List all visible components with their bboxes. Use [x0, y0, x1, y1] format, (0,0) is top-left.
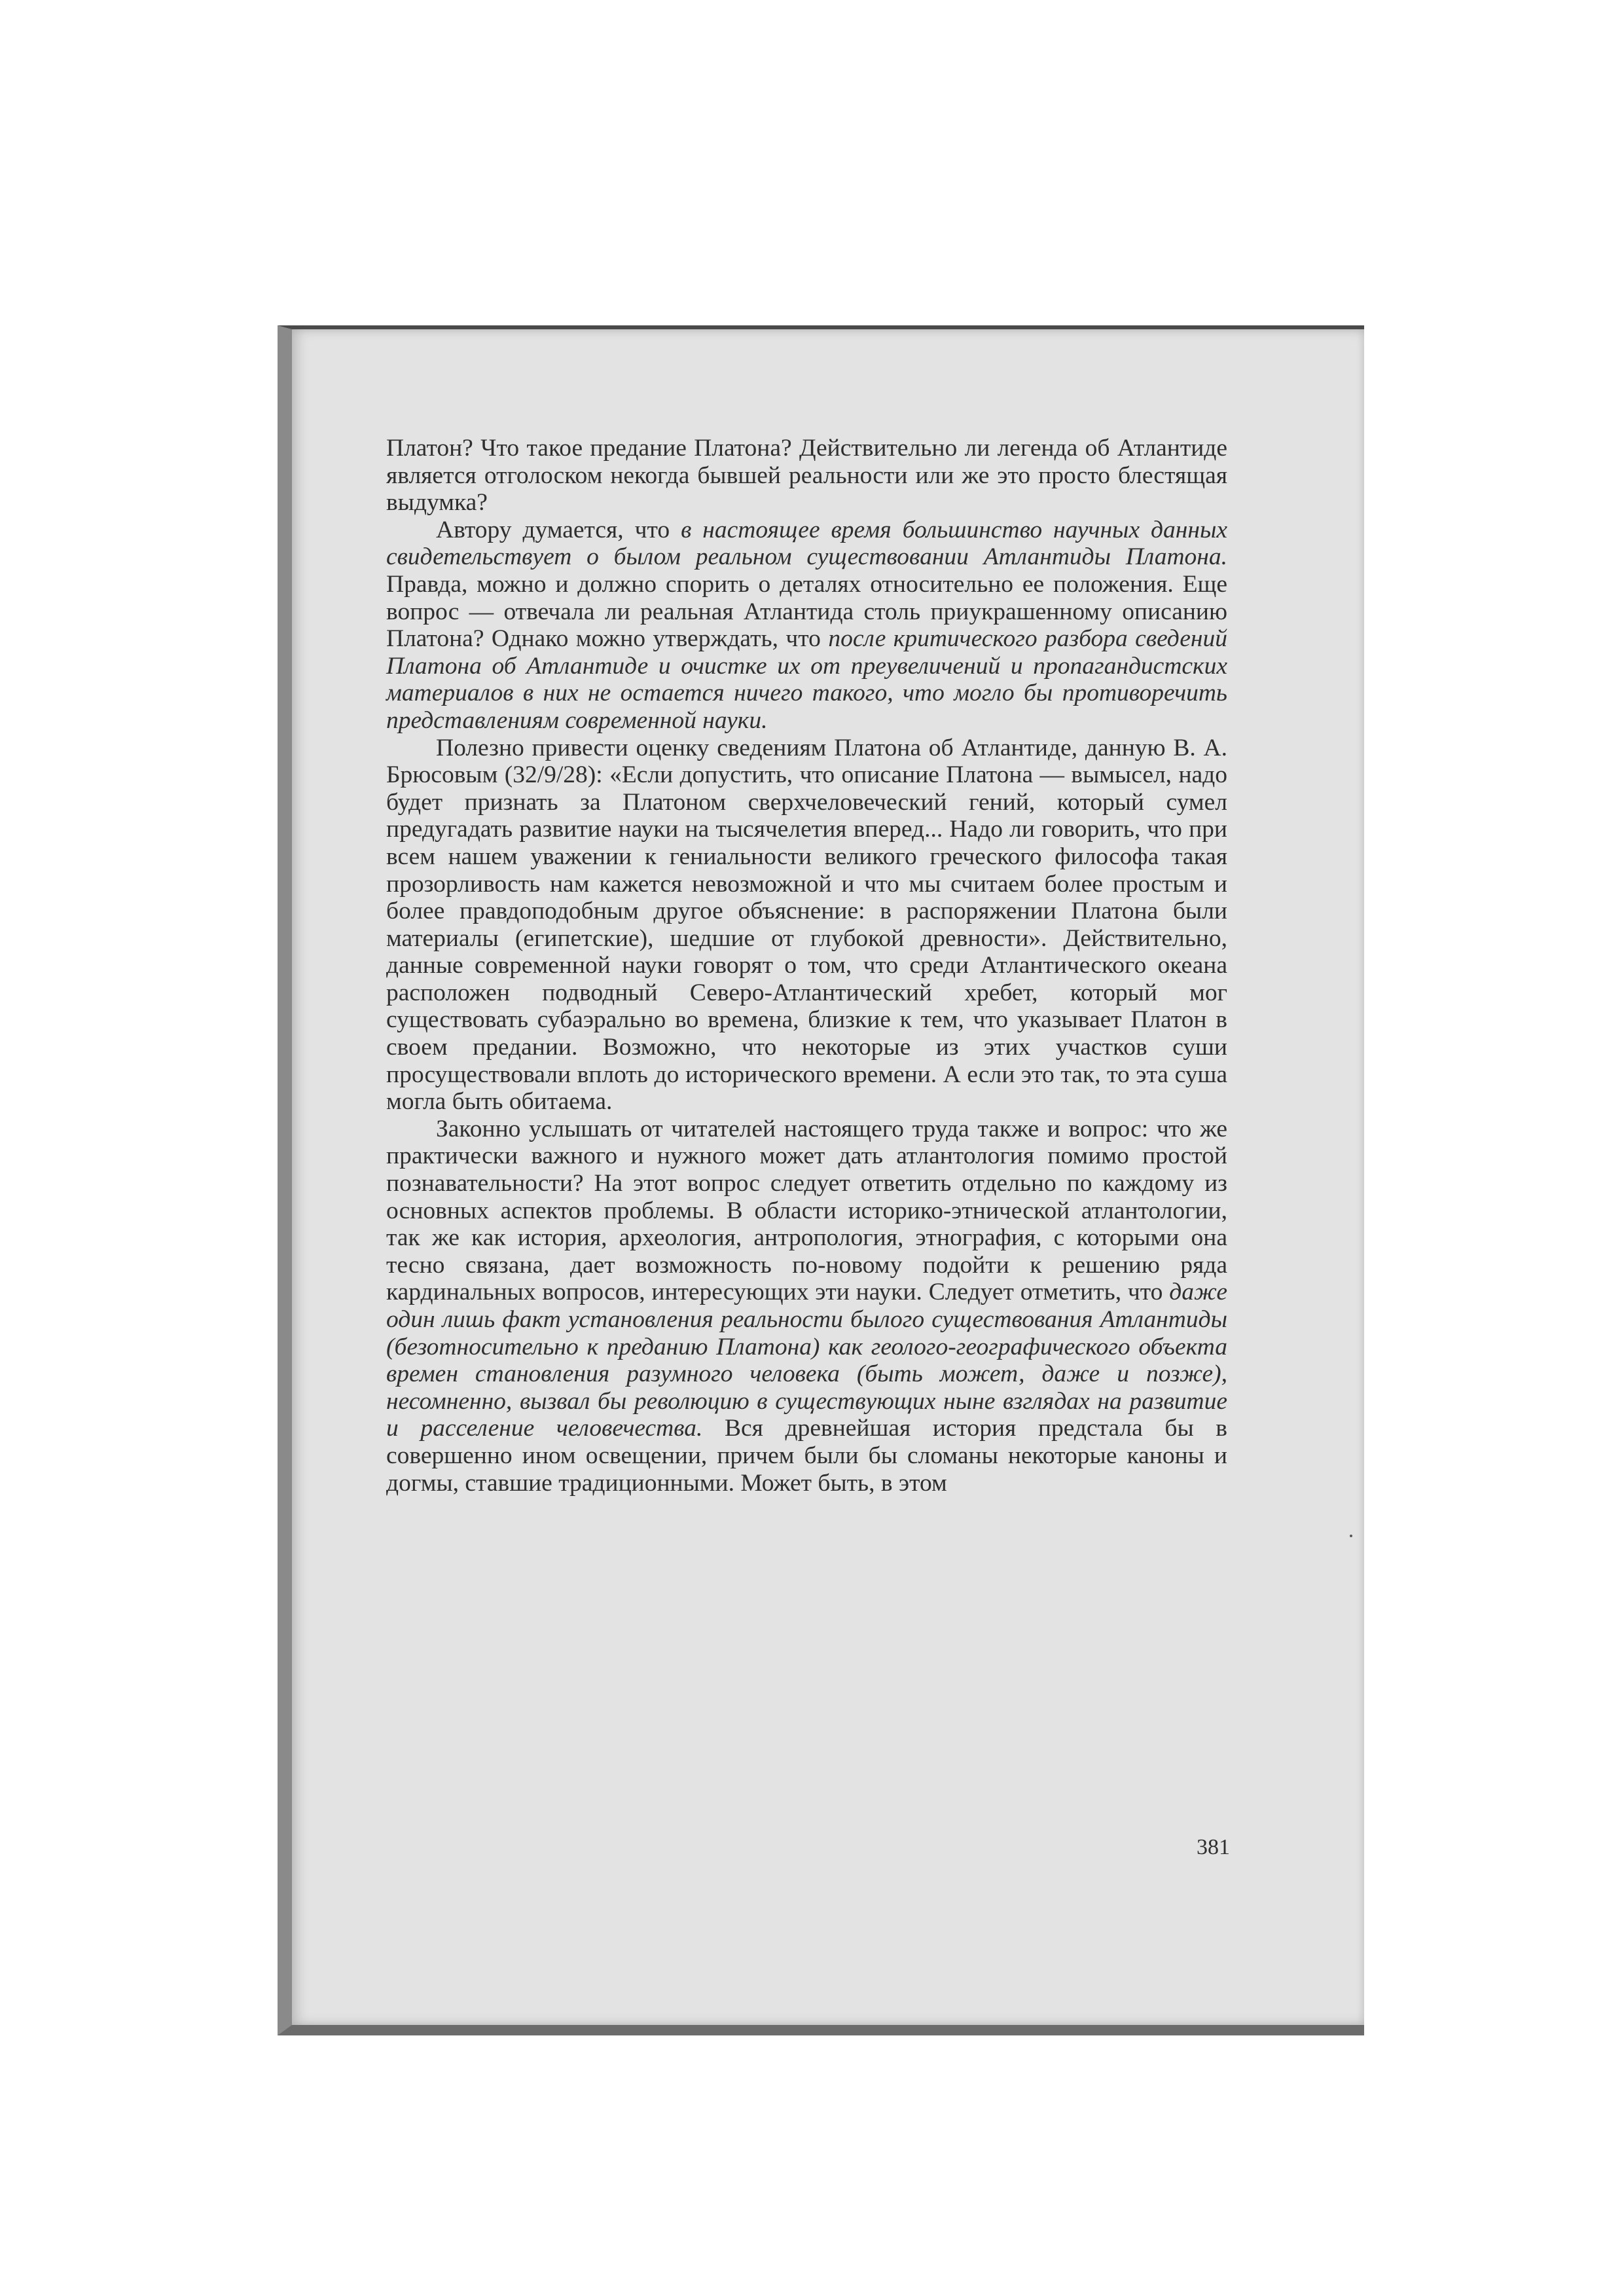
text-segment: Автору думается, что [436, 516, 681, 543]
text-segment: Законно услышать от читателей настоящего труда также и вопрос: что же практически важного и нужного может дать атлантология помимо простой познавательности? На этот вопрос следует ответить отдельно по каждому из основных аспектов проблемы. В области историко-этнической атлантологии, так же как история, археология, антропология, этнография, с которыми она тесно связана, дает возможность по-новому подойти к решению ряда кардинальных вопросов, интересующих эти науки. Следует отметить, что [386, 1115, 1227, 1306]
paragraph-2 [386, 517, 1227, 735]
scan-speck [1350, 1535, 1352, 1537]
paragraph-1 [386, 435, 1227, 517]
italic-segment: в настоящее время большинство научных данных свидетельствует о былом реальном существовании Атлантиды Платона. [386, 516, 1228, 571]
page-body-text [386, 435, 1227, 1497]
paragraph-3 [386, 735, 1227, 1116]
text-segment: Платон? Что такое предание Платона? Действительно ли легенда об Атлантиде является отголоском некогда бывшей реальности или же это просто блестящая выдумка? [386, 435, 1227, 517]
text-segment: Вся древнейшая история предстала бы в совершенно ином освещении, причем были бы сломаны некоторые каноны и догмы, ставшие традиционными. Может быть, в этом [386, 1415, 1227, 1497]
page-number: 381 [1197, 1835, 1230, 1859]
italic-segment: даже один лишь факт установления реальности былого существования Атлантиды (безотносительно к преданию Платона) как геолого-географического объекта времен становления разумного человека (быть может, даже и позже), несомненно, вызвал бы революцию в существующих ныне взглядах на развитие и расселение человечества. [386, 1279, 1227, 1442]
italic-segment: после критического разбора сведений Платона об Атлантиде и очистке их от преувеличений и пропагандистских материалов в них не остается ничего такого, что могло бы противоречить представлениям современной науки. [386, 625, 1227, 734]
text-segment: Правда, можно и должно спорить о деталях относительно ее положения. Еще вопрос — отвечала ли реальная Атлантида столь приукрашенному описанию Платона? Однако можно утверждать, что [386, 570, 1227, 653]
paragraph-4 [386, 1116, 1227, 1497]
text-segment: Полезно привести оценку сведениям Платона об Атлантиде, данную В. А. Брюсовым (32/9/28): «Если допустить, что описание Платона — вымысел, надо будет признать за Платоном сверхчеловеческий гений, который сумел предугадать развитие науки на тысячелетия вперед... Надо ли говорить, что при всем нашем уважении к гениальности великого греческого философа такая прозорливость нам кажется невозможной и что мы считаем более простым и более правдоподобным другое объяснение: в распоряжении Платона были материалы (египетские), шедшие от глубокой древности». Действительно, данные современной науки говорят о том, что среди Атлантического океана расположен подводный Северо-Атлантический хребет, который мог существовать субаэрально во времена, близкие к тем, что указывает Платон в своем предании. Возможно, что некоторые из этих участков суши просуществовали вплоть до исторического времени. А если это так, то эта суша могла быть обитаема. [386, 734, 1227, 1116]
